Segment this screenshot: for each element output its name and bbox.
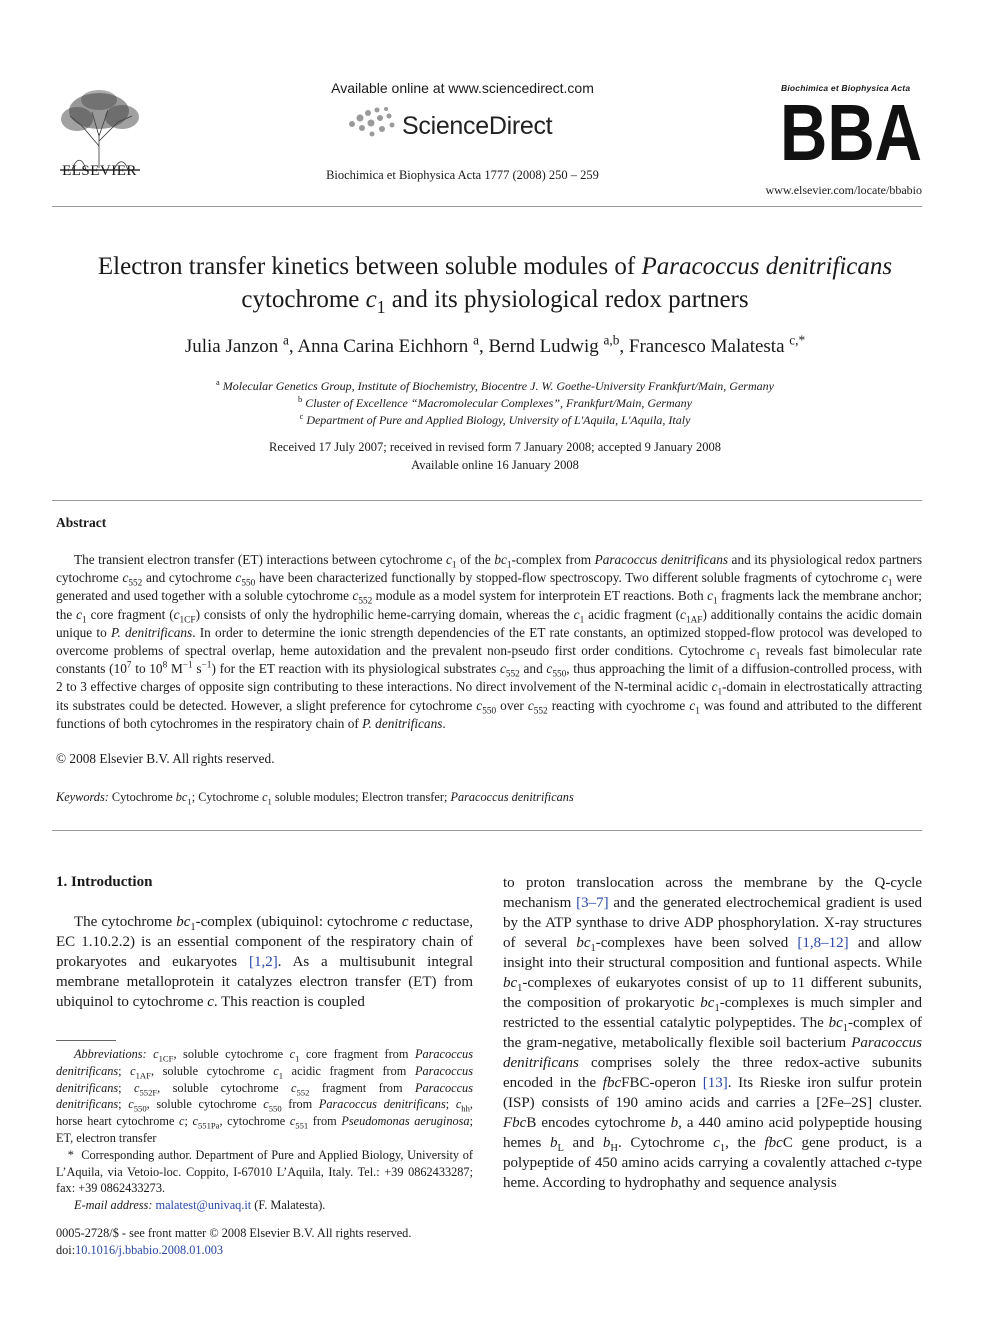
title-text: cytochrome [241,286,366,313]
affiliation: $^a$ Molecular Genetics Group, Institute of Biochemistry, Biocentre J. W. Goethe-University Frankfurt/Main, Germany [216,378,774,393]
citation-link[interactable]: [13] [702,1075,728,1091]
journal-reference: Biochimica et Biophysica Acta 1777 (2008) 250 – 259 [326,168,599,182]
abbreviations-footnote: Abbreviations: $c_{1CF}$, soluble cytochrome $c_1$ core fragment from Paracoccus denitrificans; $c_{1AF}$, soluble cytochrome $c_1$ acidic fragment from Paracoccus denitrificans; $c_{552F}$, soluble cytochrome $c_{552}$ fragment from Paracoccus denitrificans; $c_{550}$, soluble cytochrome $c_{550}$ from Paracoccus denitrificans; $c_{hh}$, horse heart cytochrome c; $c_{551Pa}$, cytochrome $c_{551}$ from Pseudomonas aeruginosa; ET, electron transfer [56,1047,473,1145]
affiliations [60,378,930,429]
divider [52,500,922,501]
svg-text:BBA: BBA [780,97,922,165]
bba-logo-graphic [779,97,923,165]
author-list: Julia Janzon $^a$, Anna Carina Eichhorn $^a$, Bernd Ludwig $^{a,b}$, Francesco Malatesta $^{c,*}$ [184,332,806,357]
citation-link[interactable]: [1,2] [248,954,278,970]
intro-paragraph-left: The cytochrome $bc_1$-complex (ubiquinol: cytochrome c reductase, EC 1.10.2.2) is an essential component of the respiratory chain of prokaryotes and eukaryotes [1,2]. As a multisubunit integral membrane metalloprotein it catalyzes electron transfer (ET) from ubiquinol to cytochrome c. This reaction is coupled [56,914,473,1010]
email-link[interactable]: malatest@univaq.it [155,1198,252,1213]
author: Anna Carina Eichhorn $^a$ [297,332,479,357]
section-heading: 1. Introduction [56,874,153,890]
doi-link[interactable]: 10.1016/j.bbabio.2008.01.003 [75,1243,224,1257]
author: Julia Janzon $^a$ [184,332,289,357]
keywords-label: Keywords: [56,790,109,804]
title-text: and its physiological redox partners [385,286,749,313]
author: Bernd Ludwig $^{a,b}$ [488,332,620,357]
issn-text: 0005-2728/$ - see front matter © 2008 Elsevier B.V. All rights reserved. [56,1226,412,1240]
sciencedirect-dots-icon [346,104,398,140]
sciencedirect-wordmark: ScienceDirect [402,112,553,140]
online-date: Available online 16 January 2008 [411,458,579,472]
keywords-list: Cytochrome $bc_1$; Cytochrome $c_1$ soluble modules; Electron transfer; Paracoccus denitrificans [111,790,574,807]
title-subscript: 1 [376,297,386,317]
abstract-copyright: © 2008 Elsevier B.V. All rights reserved. [56,751,275,766]
citation-link[interactable]: [3–7] [576,895,609,911]
divider [52,830,922,831]
article-dates [60,438,930,474]
bba-logo [779,97,923,165]
received-dates: Received 17 July 2007; received in revised form 7 January 2008; accepted 9 January 2008 [269,440,721,454]
doi-line: doi:10.1016/j.bbabio.2008.01.003 [56,1243,224,1257]
title-c: c [365,286,377,313]
abstract-body: The transient electron transfer (ET) interactions between cytochrome $c_1$ of the $bc_1$-complex from Paracoccus denitrificans and its physiological redox partners cytochrome $c_{552}$ and cytochrome $c_{550}$ have been characterized functionally by stopped-flow spectroscopy. Two different soluble fragments of cytochrome $c_1$ were generated and used together with a soluble cytochrome $c_{552}$ module as a model system for interprotein ET reactions. Both $c_1$ fragments lack the membrane anchor; the $c_1$ core fragment $(c_{1CF})$ consists of only the hydrophilic heme-carrying domain, whereas the $c_1$ acidic fragment $(c_{1AF})$ additionally contains the acidic domain unique to P. denitrificans. In order to determine the ionic strength dependencies of the ET rate constants, an optimized stopped-flow protocol was developed to overcome problems of spectral overlap, heme autoxidation and the prevalent non-pseudo first order conditions. Cytochrome $c_1$ reveals fast bimolecular rate constants ($10^7$ to $10^8$ $M^{-1}$ $s^{-1}$) for the ET reaction with its physiological substrates $c_{552}$ and $c_{550}$, thus approaching the limit of a diffusion-controlled process, with 2 to 3 effective charges of opposite sign contributing to these interactions. No direct involvement of the N-terminal acidic $c_1$-domain in electrostatically attracting its substrates could be detected. However, a slight preference for cytochrome $c_{550}$ over $c_{552}$ reacting with cyochrome $c_1$ was found and attributed to the different functions of both cytochromes in the respiratory chain of P. denitrificans. [56,552,923,731]
divider [52,206,922,207]
author: Francesco Malatesta $^{c,*}$ [628,332,806,357]
intro-paragraph-right: to proton translocation across the membrane by the Q-cycle mechanism [3–7] and the generated electrochemical gradient is used by the ATP synthase to drive ADP phosphorylation. X-ray structures of several $bc_1$-complexes have been solved [1,8–12] and allow insight into their structural composition and funtional aspects. While $bc_1$-complexes of eukaryotes consist of up to 11 different subunits, the composition of prokaryotic $bc_1$-complexes is much simpler and restricted to the essential catalytic polypeptides. The $bc_1$-complex of the gram-negative, metabolically flexible soil bacterium Paracoccus denitrificans comprises solely the three redox-active subunits encoded in the fbcFBC-operon [13]. Its Rieske iron sulfur protein (ISP) consists of 190 amino acids and carries a [2Fe–2S] cluster. FbcB encodes cytochrome b, a 440 amino acid polypeptide housing hemes $b_L$ and $b_H$. Cytochrome $c_1$, the fbcC gene product, is a polypeptide of 450 amino acids carrying a covalently attached c-type heme. According to hydrophathy and sequence analysis [503,875,923,1191]
abstract-heading: Abstract [56,515,107,530]
email-footnote: E-mail address: malatest@univaq.it (F. Malatesta). [74,1198,326,1213]
article-title [60,250,930,316]
bba-journal-subtitle: Biochimica et Biophysica Acta [781,83,911,93]
journal-url: www.elsevier.com/locate/bbabio [765,183,922,197]
affiliation: $^c$ Department of Pure and Applied Biology, University of L'Aquila, L'Aquila, Italy [299,412,691,427]
publisher-name: ELSEVIER [62,163,137,179]
title-species: Paracoccus denitrificans [641,253,893,280]
available-online-text: Available online at www.sciencedirect.com [331,80,594,96]
footnotes [56,1046,473,1214]
issn-line [56,1225,486,1259]
citation-link[interactable]: [1,8–12] [797,935,849,951]
title-text: Electron transfer kinetics between soluble modules of [97,253,642,280]
footnote-divider [56,1040,116,1041]
keywords [56,790,922,805]
corresponding-author-footnote: * Corresponding author. Department of Pure and Applied Biology, University of L’Aquila, via Vetoio-loc. Coppito, I-67010 L’Aquila, Italy. Tel.: +39 0862433287; fax: +39 0862433273. [56,1147,473,1196]
affiliation: $^b$ Cluster of Excellence “Macromolecular Complexes”, Frankfurt/Main, Germany [298,395,692,410]
